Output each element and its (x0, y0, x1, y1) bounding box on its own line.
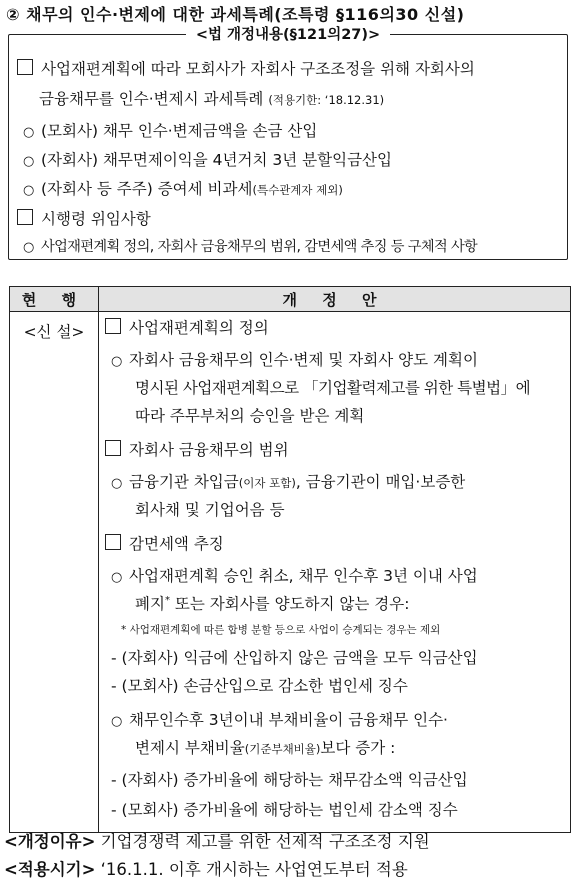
circle-bullet-icon: ○ (111, 476, 123, 491)
s1-title: 사업재편계획의 정의 (105, 316, 269, 338)
item1: 사업재편계획에 따라 모회사가 자회사 구조조정을 위해 자회사의 (17, 57, 475, 79)
item1-sub3: ○ (자회사 등 주주) 증여세 비과세(특수관계자 제외) (23, 180, 343, 198)
checkbox-square-icon (17, 59, 33, 75)
circle-bullet-icon: ○ (23, 125, 35, 140)
item2-sub1: ○ 사업재편계획 정의, 자회사 금융채무의 범위, 감면세액 추징 등 구체적 사항 (23, 239, 478, 255)
circle-bullet-icon: ○ (23, 154, 35, 169)
revised-cell (99, 312, 571, 833)
s3-d2: - (모회사) 손금산입으로 감소한 법인세 징수 (111, 677, 408, 695)
s2-b1-l2: 회사채 및 기업어음 등 (135, 501, 285, 519)
s3-d4: - (모회사) 증가비율에 해당하는 법인세 감소액 징수 (111, 801, 458, 819)
s1-b1-l3: 따라 주무부처의 승인을 받은 계획 (135, 407, 365, 425)
s1-b1-l1: ○ 자회사 금융채무의 인수·변제 및 자회사 양도 계획이 (111, 351, 478, 369)
s3-star-note: * 사업재편계획에 따른 합병 분할 등으로 사업이 승계되는 경우는 제외 (121, 624, 441, 636)
item1-cont: 금융채무를 인수·변제시 과세특례 (적용기한: ‘18.12.31) (39, 90, 385, 108)
checkbox-square-icon (105, 534, 121, 550)
s3-b2-l1: ○ 채무인수후 3년이내 부채비율이 금융채무 인수· (111, 711, 448, 729)
s2-title: 자회사 금융채무의 범위 (105, 438, 289, 460)
circle-bullet-icon: ○ (111, 714, 123, 729)
item1-sub2: ○ (자회사) 채무면제이익을 4년거치 3년 분할익금산입 (23, 151, 392, 169)
footer-apply: <적용시기> ‘16.1.1. 이후 개시하는 사업연도부터 적용 (4, 860, 408, 879)
footer-reason: <개정이유> 기업경쟁력 제고를 위한 선제적 구조조정 지원 (4, 832, 430, 851)
circle-bullet-icon: ○ (23, 183, 35, 198)
item1-sub1: ○ (모회사) 채무 인수·변제금액을 손금 산입 (23, 122, 318, 140)
s1-b1-l2: 명시된 사업재편계획으로 「기업활력제고를 위한 특별법」에 (135, 379, 531, 397)
checkbox-square-icon (17, 209, 33, 225)
col-header-revised: 개 정 안 (99, 287, 571, 312)
s3-d3: - (자회사) 증가비율에 해당하는 채무감소액 익금산입 (111, 771, 468, 789)
s3-b2-l2: 변제시 부채비율(기준부채비율)보다 증가 : (135, 739, 396, 757)
s3-title: 감면세액 추징 (105, 532, 224, 554)
law-amendment-box (8, 27, 568, 260)
box-heading: <법 개정내용(§121의27)> (9, 23, 567, 44)
s3-d1: - (자회사) 익금에 산입하지 않은 금액을 모두 익금산입 (111, 649, 478, 667)
comparison-table (9, 286, 571, 833)
current-cell: <신 설> (10, 312, 99, 833)
col-header-current: 현 행 (10, 287, 99, 312)
circle-bullet-icon: ○ (111, 570, 123, 585)
checkbox-square-icon (105, 440, 121, 456)
s2-b1-l1: ○ 금융기관 차입금(이자 포함), 금융기관이 매입·보증한 (111, 473, 466, 491)
section-title: ② 채무의 인수·변제에 대한 과세특례(조특령 §116의30 신설) (6, 5, 465, 24)
item2: 시행령 위임사항 (17, 207, 151, 229)
s3-b1-l2: 폐지* 또는 자회사를 양도하지 않는 경우: (135, 594, 410, 613)
s3-b1-l1: ○ 사업재편계획 승인 취소, 채무 인수후 3년 이내 사업 (111, 567, 478, 585)
circle-bullet-icon: ○ (23, 240, 34, 255)
circle-bullet-icon: ○ (111, 354, 123, 369)
checkbox-square-icon (105, 318, 121, 334)
